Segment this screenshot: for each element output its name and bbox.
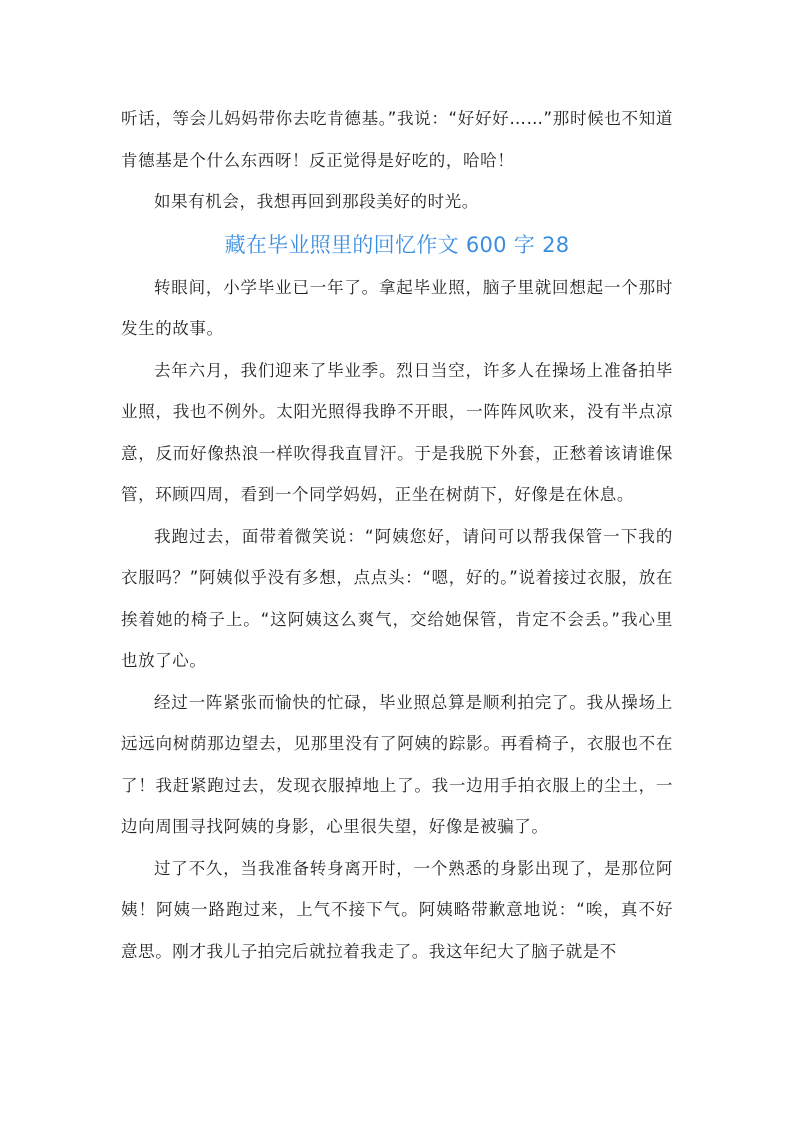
body-paragraph-3: 我跑过去，面带着微笑说：“阿姨您好，请问可以帮我保管一下我的衣服吗？”阿姨似乎没有多想，点点头：“嗯，好的。”说着接过衣服，放在挨着她的椅子上。“这阿姨这么爽气，交给她保管，肯定不会丢。”我心里也放了心。 bbox=[121, 526, 673, 670]
body-paragraph-1: 转眼间，小学毕业已一年了。拿起毕业照，脑子里就回想起一个那时发生的故事。 bbox=[121, 277, 673, 338]
closing-paragraph: 如果有机会，我想再回到那段美好的时光。 bbox=[154, 192, 479, 211]
continuation-paragraph: 听话，等会儿妈妈带你去吃肯德基。”我说：“好好好……”那时候也不知道肯德基是个什么东西呀！反正觉得是好吃的，哈哈！ bbox=[121, 109, 673, 170]
article-title: 藏在毕业照里的回忆作文 600 字 28 bbox=[224, 232, 570, 257]
body-paragraph-2: 去年六月，我们迎来了毕业季。烈日当空，许多人在操场上准备拍毕业照，我也不例外。太阳光照得我睁不开眼，一阵阵风吹来，没有半点凉意，反而好像热浪一样吹得我直冒汗。于是我脱下外套，正愁着该请谁保管，环顾四周，看到一个同学妈妈，正坐在树荫下，好像是在休息。 bbox=[121, 360, 673, 504]
document-body bbox=[121, 98, 673, 972]
body-paragraph-4: 经过一阵紧张而愉快的忙碌，毕业照总算是顺利拍完了。我从操场上远远向树荫那边望去，见那里没有了阿姨的踪影。再看椅子，衣服也不在了！我赶紧跑过去，发现衣服掉地上了。我一边用手拍衣服上的尘土，一边向周围寻找阿姨的身影，心里很失望，好像是被骗了。 bbox=[121, 692, 673, 836]
body-paragraph-5: 过了不久，当我准备转身离开时，一个熟悉的身影出现了，是那位阿姨！阿姨一路跑过来，上气不接下气。阿姨略带歉意地说：“唉，真不好意思。刚才我儿子拍完后就拉着我走了。我这年纪大了脑子就是不 bbox=[121, 858, 673, 961]
